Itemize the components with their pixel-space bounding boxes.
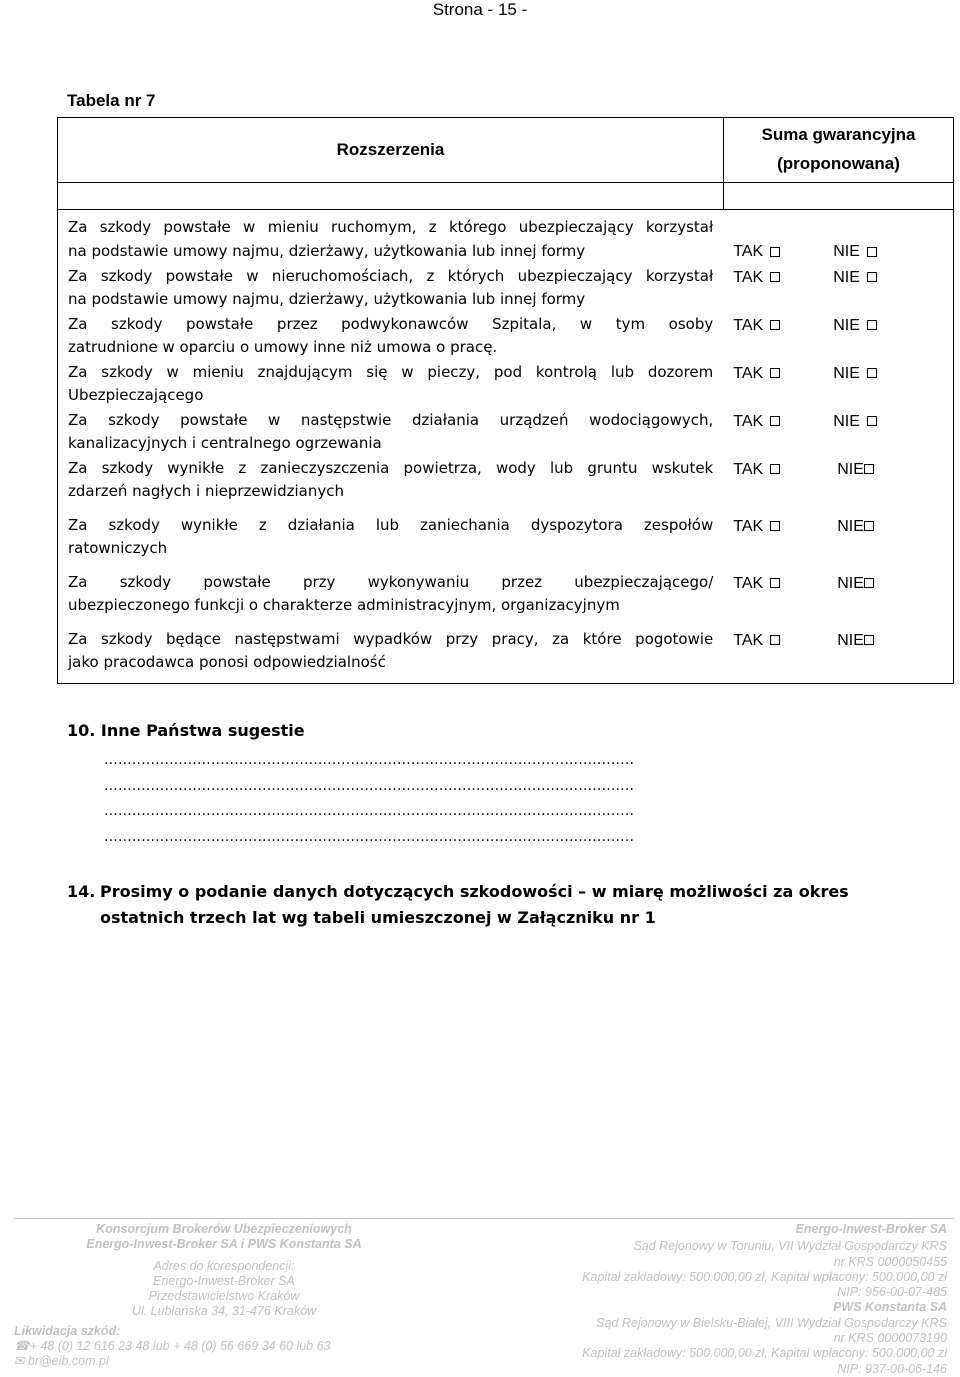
option-no[interactable]: NIE	[833, 266, 877, 290]
checkbox-icon[interactable]	[770, 521, 780, 531]
table-title: Tabela nr 7	[67, 91, 156, 110]
table-body	[58, 210, 954, 684]
table-row	[58, 265, 953, 312]
checkbox-icon[interactable]	[864, 578, 874, 588]
description-line: Za szkody powstałe w następstwie działania urządzeń wodociągowych,	[68, 410, 714, 429]
checkbox-icon[interactable]	[770, 272, 780, 282]
column-header-sum-insured: Suma gwarancyjna (proponowana)	[724, 118, 954, 183]
checkbox-icon[interactable]	[770, 247, 780, 257]
description-line: Za szkody powstałe przez podwykonawców Szpitala, w tym osoby	[68, 314, 714, 333]
checkbox-icon[interactable]	[867, 320, 877, 330]
option-yes[interactable]: TAK	[733, 458, 833, 482]
footer-left: Konsorcjum Brokerów Ubezpieczeniowych Energo-Inwest-Broker SA i PWS Konstanta SA Adres do korespondencji: Energo-Inwest-Broker SA Przedstawicielstwo Kraków Ul. Lublańska 34, 31-476 Kraków Likwidacja szkód: ☎+ 48 (0) 12 616 23 48 lub + 48 (0) 56 669 34 60 lub 63 ✉ br@eib.com.pl	[14, 1222, 434, 1370]
empty-cell	[724, 183, 954, 210]
checkbox-icon[interactable]	[867, 368, 877, 378]
option-yes[interactable]: TAK	[733, 240, 833, 264]
description-line: ratowniczych	[68, 539, 168, 557]
footer-divider	[14, 1218, 954, 1219]
option-yes[interactable]: TAK	[733, 314, 833, 338]
dotted-line: ..................................................................................................................	[104, 778, 635, 794]
extension-description	[58, 409, 723, 456]
yes-no-options	[723, 514, 953, 561]
checkbox-icon[interactable]	[770, 578, 780, 588]
option-no[interactable]: NIE	[833, 410, 877, 434]
checkbox-icon[interactable]	[770, 368, 780, 378]
column-header-extensions: Rozszerzenia	[58, 118, 724, 183]
option-no[interactable]: NIE	[837, 629, 874, 653]
phone-icon: ☎	[14, 1339, 30, 1354]
table-row	[58, 216, 953, 264]
checkbox-icon[interactable]	[770, 635, 780, 645]
table-row	[58, 571, 953, 618]
description-line: Za szkody będące następstwami wypadków przy pracy, za które pogotowie	[68, 629, 714, 648]
table-row	[58, 313, 953, 360]
option-no[interactable]: NIE	[833, 314, 877, 338]
extension-description	[58, 216, 723, 264]
yes-no-options	[723, 313, 953, 360]
yes-no-options	[723, 361, 953, 408]
table-row	[58, 361, 953, 408]
table-row	[58, 409, 953, 456]
checkbox-icon[interactable]	[864, 635, 874, 645]
yes-no-options	[723, 409, 953, 456]
dotted-line: ..................................................................................................................	[104, 752, 635, 768]
description-line: Za szkody powstałe w nieruchomościach, z których ubezpieczający korzystał	[68, 266, 714, 285]
description-line: kanalizacyjnych i centralnego ogrzewania	[68, 434, 382, 452]
mail-icon: ✉	[14, 1354, 25, 1369]
section-14-number: 14.	[67, 882, 96, 901]
option-yes[interactable]: TAK	[733, 266, 833, 290]
yes-no-options	[723, 628, 953, 675]
description-line: na podstawie umowy najmu, dzierżawy, użytkowania lub innej formy	[68, 290, 586, 308]
description-line: Za szkody w mieniu znajdującym się w pieczy, pod kontrolą lub dozorem	[68, 362, 714, 381]
option-yes[interactable]: TAK	[733, 629, 833, 653]
yes-no-options	[723, 571, 953, 618]
yes-no-options	[723, 265, 953, 312]
option-no[interactable]: NIE	[837, 458, 874, 482]
extension-description	[58, 628, 723, 675]
description-line: na podstawie umowy najmu, dzierżawy, użytkowania lub innej formy	[68, 241, 586, 260]
description-line: ubezpieczonego funkcji o charakterze administracyjnym, organizacyjnym	[68, 596, 620, 614]
description-line: Za szkody powstałe przy wykonywaniu przez ubezpieczającego/	[68, 572, 714, 591]
section-14	[67, 879, 887, 931]
dotted-line: ..................................................................................................................	[104, 803, 635, 819]
option-no[interactable]: NIE	[837, 515, 874, 539]
extension-description	[58, 313, 723, 360]
description-line: Za szkody wynikłe z działania lub zaniechania dyspozytora zespołów	[68, 515, 714, 534]
description-line: zdarzeń nagłych i nieprzewidzianych	[68, 482, 344, 500]
checkbox-icon[interactable]	[770, 416, 780, 426]
table-row	[58, 514, 953, 561]
checkbox-icon[interactable]	[867, 272, 877, 282]
option-no[interactable]: NIE	[837, 572, 874, 596]
option-yes[interactable]: TAK	[733, 515, 833, 539]
footer-phone: ☎+ 48 (0) 12 616 23 48 lub + 48 (0) 56 669 34 60 lub 63	[14, 1339, 331, 1354]
option-yes[interactable]: TAK	[733, 362, 833, 386]
table-row	[58, 457, 953, 504]
dotted-line: ..................................................................................................................	[104, 829, 635, 845]
section-14-text: Prosimy o podanie danych dotyczących szkodowości – w miarę możliwości za okres ostatnich trzech lat wg tabeli umieszczonej w Załączniku nr 1	[100, 882, 849, 927]
checkbox-icon[interactable]	[864, 521, 874, 531]
checkbox-icon[interactable]	[770, 320, 780, 330]
page-number: Strona - 15 -	[432, 0, 528, 19]
description-line: jako pracodawca ponosi odpowiedzialność	[68, 653, 386, 671]
option-no[interactable]: NIE	[833, 362, 877, 386]
checkbox-icon[interactable]	[867, 247, 877, 257]
empty-cell	[58, 183, 724, 210]
extension-description	[58, 571, 723, 618]
option-yes[interactable]: TAK	[733, 410, 833, 434]
description-line: Za szkody powstałe w mieniu ruchomym, z którego ubezpieczający korzystał	[68, 218, 714, 236]
extension-description	[58, 265, 723, 312]
checkbox-icon[interactable]	[864, 464, 874, 474]
extension-description	[58, 514, 723, 561]
table-row	[58, 628, 953, 675]
footer-email: ✉ br@eib.com.pl	[14, 1354, 109, 1369]
description-line: Za szkody wynikłe z zanieczyszczenia powietrza, wody lub gruntu wskutek	[68, 458, 714, 477]
option-yes[interactable]: TAK	[733, 572, 833, 596]
footer-right: Energo-Inwest-Broker SA Sąd Rejonowy w Toruniu, VII Wydział Gospodarczy KRS nr KRS 0000050455 Kapitał zakładowy: 500.000,00 zł, Kapitał wpłacony: 500.000,00 zł NIP: 956-00-07-485 PWS Konstanta SA Sąd Rejonowy w Bielsku-Białej, VIII Wydział Gospodarczy KRS nr KRS 0000073190 Kapitał zakładowy: 500.000,00 zł, Kapitał wpłacony: 500.000,00 zł NIP: 937-00-06-146	[582, 1222, 947, 1376]
checkbox-icon[interactable]	[867, 416, 877, 426]
extensions-table	[57, 117, 954, 684]
yes-no-options	[723, 216, 953, 264]
extension-description	[58, 457, 723, 504]
extension-description	[58, 361, 723, 408]
description-line: Ubezpieczającego	[68, 386, 204, 404]
checkbox-icon[interactable]	[770, 464, 780, 474]
yes-no-options	[723, 457, 953, 504]
description-line: zatrudnione w oparciu o umowy inne niż umowa o pracę.	[68, 338, 498, 356]
section-10-heading: 10. Inne Państwa sugestie	[67, 721, 305, 740]
option-no[interactable]: NIE	[833, 240, 877, 264]
